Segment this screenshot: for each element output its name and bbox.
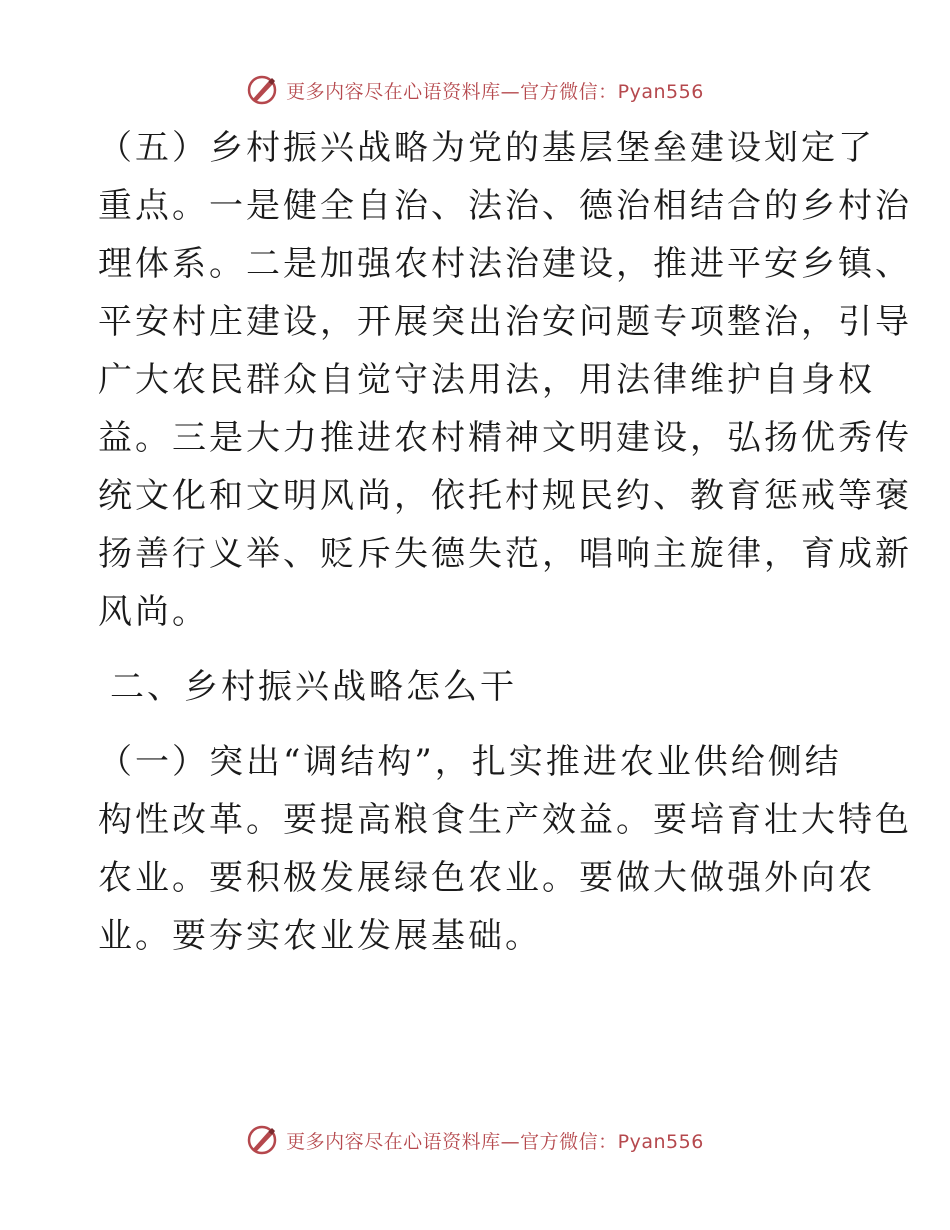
pen-logo-icon <box>246 74 278 106</box>
footer-watermark <box>0 1124 950 1156</box>
paragraph-line: 理体系。二是加强农村法治建设，推进平安乡镇、 <box>98 244 912 284</box>
paragraph-line: 业。要夯实农业发展基础。 <box>98 916 542 956</box>
paragraph-line: 扬善行义举、贬斥失德失范，唱响主旋律，育成新 <box>98 534 912 574</box>
paragraph-line: 重点。一是健全自治、法治、德治相结合的乡村治 <box>98 186 912 226</box>
watermark-text: 更多内容尽在心语资料库—官方微信：Pyan556 <box>286 80 704 103</box>
paragraph-line: 益。三是大力推进农村精神文明建设，弘扬优秀传 <box>98 418 912 458</box>
paragraph-line: （一）突出“调结构”，扎实推进农业供给侧结 <box>98 742 842 782</box>
paragraph-line: 统文化和文明风尚，依托村规民约、教育惩戒等褒 <box>98 476 912 516</box>
paragraph-line: 平安村庄建设，开展突出治安问题专项整治，引导 <box>98 302 912 342</box>
paragraph-line: 风尚。 <box>98 592 209 632</box>
paragraph-line: 构性改革。要提高粮食生产效益。要培育壮大特色 <box>98 800 912 840</box>
paragraph-line: （五）乡村振兴战略为党的基层堡垒建设划定了 <box>98 128 875 168</box>
pen-logo-icon <box>246 1124 278 1156</box>
paragraph-line: 广大农民群众自觉守法用法，用法律维护自身权 <box>98 360 875 400</box>
header-watermark <box>0 74 950 106</box>
paragraph-line: 农业。要积极发展绿色农业。要做大做强外向农 <box>98 858 875 898</box>
section-heading: 二、乡村振兴战略怎么干 <box>110 667 517 707</box>
watermark-text: 更多内容尽在心语资料库—官方微信：Pyan556 <box>286 1130 704 1153</box>
